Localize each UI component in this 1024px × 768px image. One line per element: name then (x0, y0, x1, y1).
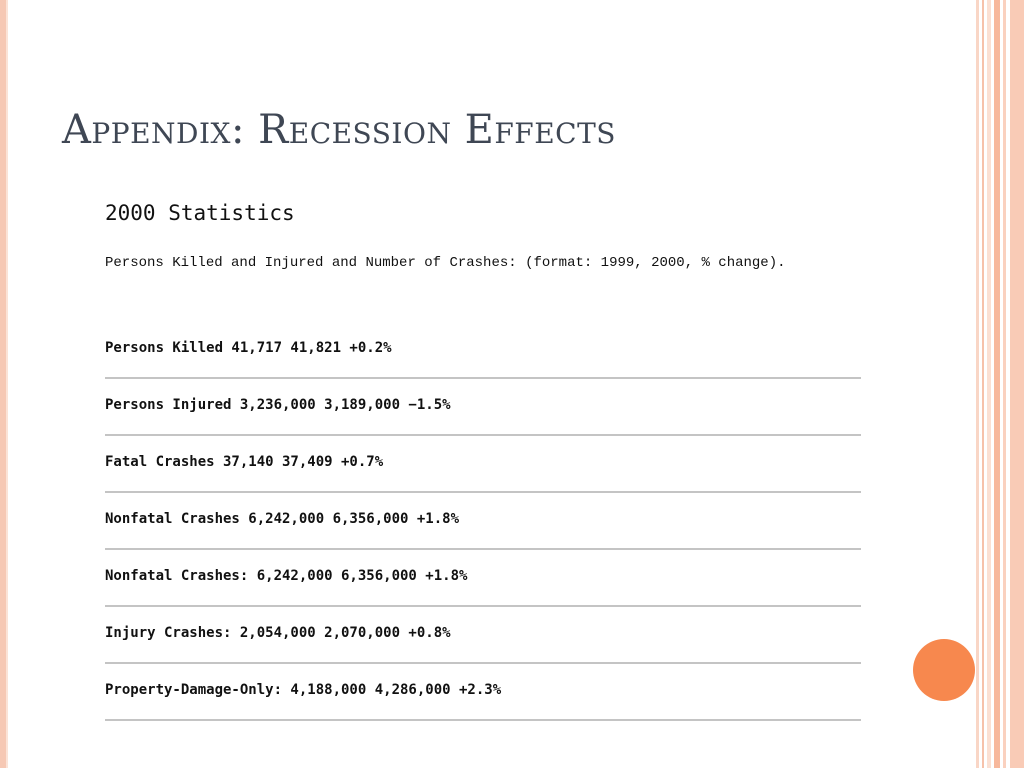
stat-row-persons-injured (105, 381, 861, 436)
format-note: Persons Killed and Injured and Number of Crashes: (format: 1999, 2000, % change). (105, 255, 786, 271)
stat-row-persons-killed (105, 324, 861, 379)
stat-text: Nonfatal Crashes: 6,242,000 6,356,000 +1.8% (105, 568, 468, 584)
stat-text: Persons Injured 3,236,000 3,189,000 −1.5% (105, 397, 451, 413)
stat-row-injury-crashes (105, 609, 861, 664)
stat-row-fatal-crashes (105, 438, 861, 493)
stat-text: Persons Killed 41,717 41,821 +0.2% (105, 340, 392, 356)
stat-text: Property-Damage-Only: 4,188,000 4,286,000 +2.3% (105, 682, 502, 698)
section-heading: 2000 Statistics (105, 201, 295, 225)
slide-title: Appendix: Recession Effects (62, 107, 616, 153)
statistics-panel (105, 196, 861, 698)
left-border-decoration (0, 0, 6, 768)
statistics-list (105, 324, 861, 721)
right-border-decoration (976, 0, 1024, 768)
stat-row-property-damage-only (105, 666, 861, 721)
stat-row-nonfatal-crashes (105, 495, 861, 550)
accent-circle (913, 639, 975, 701)
stat-text: Fatal Crashes 37,140 37,409 +0.7% (105, 454, 384, 470)
stat-row-nonfatal-crashes-colon (105, 552, 861, 607)
stat-text: Injury Crashes: 2,054,000 2,070,000 +0.8% (105, 625, 451, 641)
stat-text: Nonfatal Crashes 6,242,000 6,356,000 +1.8% (105, 511, 460, 527)
